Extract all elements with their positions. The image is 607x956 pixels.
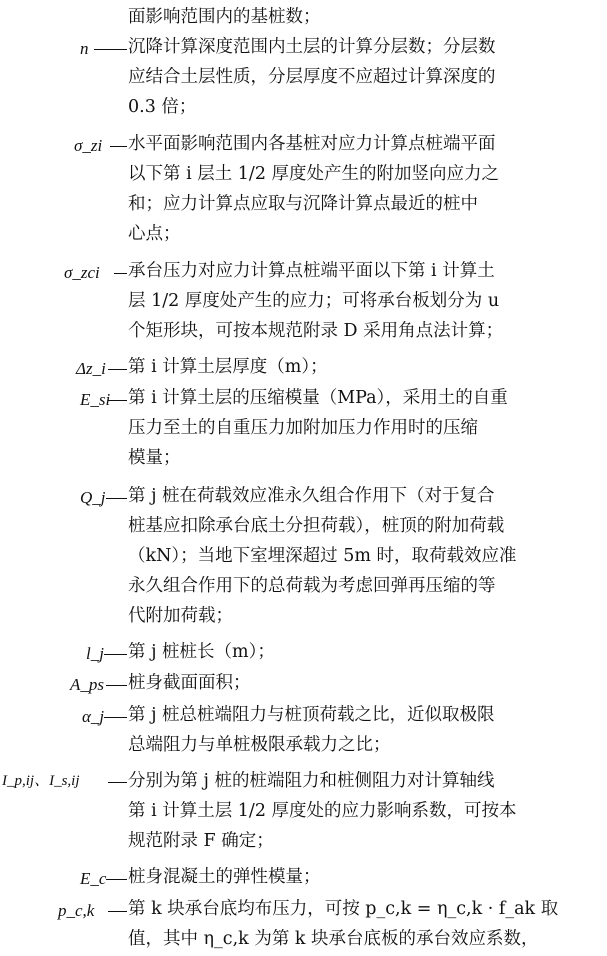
symbol-esi: E_si [80, 390, 111, 409]
definition-line: 心点； [128, 224, 181, 244]
definition-dash [106, 879, 127, 880]
symbol-pck: p_c,k [58, 901, 95, 920]
definition-line: 水平面影响范围内各基桩对应力计算点桩端平面 [128, 134, 496, 154]
definition-line: 承台压力对应力计算点桩端平面以下第 i 计算土 [128, 261, 495, 281]
definition-line: 第 j 桩桩长（m）； [128, 642, 275, 662]
definition-dash [108, 400, 127, 401]
definition-dash [108, 369, 127, 370]
definition-line: 桩身混凝土的弹性模量； [128, 867, 321, 887]
symbol-qj: Q_j [80, 488, 106, 507]
symbol-alpha-j: α_j [82, 707, 105, 726]
definition-line: 桩身截面面积； [128, 673, 251, 693]
definition-line: 压力至土的自重压力加附加压力作用时的压缩 [128, 418, 478, 438]
definition-dash [114, 273, 127, 274]
definition-line: 总端阻力与单桩极限承载力之比； [128, 735, 391, 755]
definition-line: 沉降计算深度范围内土层的计算分层数；分层数 [128, 37, 496, 57]
definition-line: 规范附录 F 确定； [128, 831, 274, 851]
symbol-ip-is: I_p,ij、I_s,ij [2, 773, 80, 789]
definition-line: 个矩形块，可按本规范附录 D 采用角点法计算； [128, 321, 504, 341]
symbol-n: n [80, 39, 89, 58]
symbol-delta-zi: Δz_i [76, 359, 106, 378]
definition-line: 第 j 桩总桩端阻力与桩顶荷载之比，近似取极限 [128, 705, 495, 725]
symbol-sigma-zi: σ_zi [74, 136, 103, 155]
definition-line: 永久组合作用下的总荷载为考虑回弹再压缩的等 [128, 576, 496, 596]
definition-line: 桩基应扣除承台底土分担荷载），桩顶的附加荷载 [128, 516, 505, 536]
symbol-ec: E_c [80, 869, 107, 888]
definition-line: 0.3 倍； [128, 97, 197, 117]
definition-line: 和；应力计算点应取与沉降计算点最近的桩中 [128, 194, 478, 214]
definition-dash [104, 654, 127, 655]
symbol-sigma-zci: σ_zci [64, 263, 100, 282]
symbol-aps: A_ps [70, 675, 104, 694]
definition-dash [108, 911, 127, 912]
definition-line: 以下第 i 层土 1/2 厚度处产生的附加竖向应力之 [128, 164, 500, 184]
definition-dash [94, 49, 127, 50]
symbol-lj: l_j [86, 644, 104, 663]
definition-line: （kN）；当地下室埋深超过 5m 时，取荷载效应准 [128, 546, 517, 566]
definition-line: 面影响范围内的基桩数； [128, 7, 321, 27]
definition-line: 第 k 块承台底均布压力，可按 p_c,k = η_c,k · f_ak 取 [128, 899, 559, 919]
definition-line: 应结合土层性质，分层厚度不应超过计算深度的 [128, 67, 496, 87]
definition-line: 层 1/2 厚度处产生的应力；可将承台板划分为 u [128, 291, 500, 311]
definition-line: 值，其中 η_c,k 为第 k 块承台底板的承台效应系数， [128, 929, 539, 949]
definition-line: 分别为第 j 桩的桩端阻力和桩侧阻力对计算轴线 [128, 771, 495, 791]
definition-dash [110, 146, 127, 147]
definition-line: 第 i 计算土层厚度（m）； [128, 357, 328, 377]
definition-line: 模量； [128, 448, 181, 468]
definition-line: 代附加荷载； [128, 606, 233, 626]
definition-dash [104, 717, 127, 718]
definition-dash [106, 498, 127, 499]
definition-dash [108, 782, 127, 783]
definition-dash [106, 685, 127, 686]
definition-line: 第 j 桩在荷载效应准永久组合作用下（对于复合 [128, 486, 495, 506]
definition-line: 第 i 计算土层的压缩模量（MPa），采用土的自重 [128, 388, 508, 408]
definition-line: 第 i 计算土层 1/2 厚度处的应力影响系数，可按本 [128, 801, 517, 821]
